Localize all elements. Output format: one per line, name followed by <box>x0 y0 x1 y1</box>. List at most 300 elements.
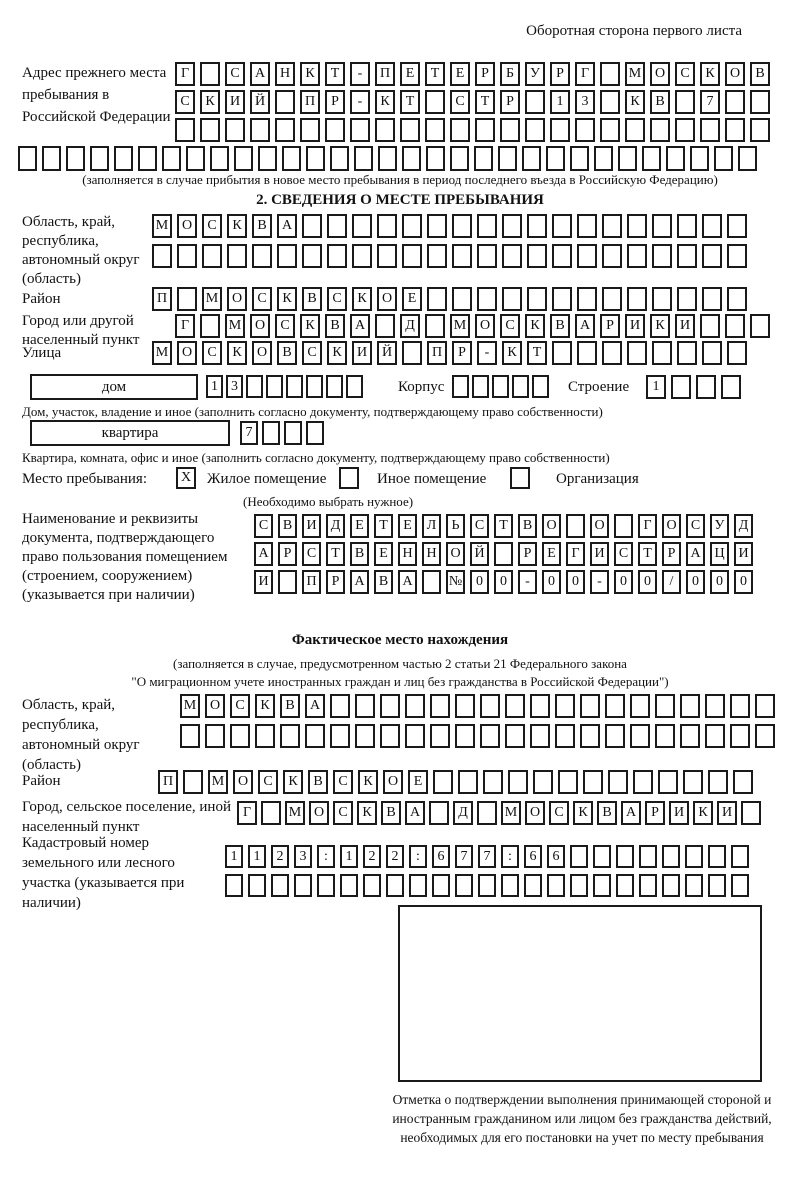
actual-city-label: Город, сельское поселение, иной населенный пункт <box>22 799 231 835</box>
char-box <box>478 874 496 897</box>
char-box: С <box>333 801 353 825</box>
char-box <box>306 375 323 398</box>
char-box <box>602 341 622 365</box>
char-box <box>755 694 775 718</box>
char-box <box>502 214 522 238</box>
stay-option-organization-label: Организация <box>556 471 639 487</box>
char-box: Т <box>425 62 445 86</box>
char-box <box>533 770 553 794</box>
char-box <box>377 214 397 238</box>
char-box <box>671 375 691 399</box>
char-box: С <box>202 341 222 365</box>
char-box <box>286 375 303 398</box>
char-box <box>225 118 245 142</box>
char-box <box>733 770 753 794</box>
char-box: К <box>693 801 713 825</box>
char-box <box>600 62 620 86</box>
char-box <box>627 214 647 238</box>
actual-region-row-1 <box>180 694 775 718</box>
char-box <box>627 287 647 311</box>
char-box <box>386 874 404 897</box>
char-box <box>400 118 420 142</box>
char-box <box>180 724 200 748</box>
char-box: 6 <box>524 845 542 868</box>
char-box: - <box>518 570 537 594</box>
prev-address-row-1 <box>175 62 770 86</box>
char-box: М <box>152 341 172 365</box>
char-box <box>430 724 450 748</box>
char-box: К <box>525 314 545 338</box>
char-box: Ь <box>446 514 465 538</box>
char-box <box>346 375 363 398</box>
char-box <box>66 146 85 171</box>
char-box <box>402 146 421 171</box>
char-box <box>306 146 325 171</box>
char-box <box>750 314 770 338</box>
char-box: 2 <box>271 845 289 868</box>
char-box <box>278 570 297 594</box>
char-box <box>355 724 375 748</box>
char-box: В <box>302 287 322 311</box>
char-box: / <box>662 570 681 594</box>
char-box <box>725 314 745 338</box>
char-box <box>246 375 263 398</box>
char-box: И <box>254 570 273 594</box>
char-box: : <box>409 845 427 868</box>
char-box <box>500 118 520 142</box>
district-label: Район <box>22 291 61 307</box>
char-box <box>730 724 750 748</box>
char-box: Д <box>400 314 420 338</box>
char-box <box>625 118 645 142</box>
char-box: - <box>477 341 497 365</box>
char-box <box>608 770 628 794</box>
char-box: Г <box>237 801 257 825</box>
char-box <box>639 874 657 897</box>
char-box <box>378 146 397 171</box>
char-box <box>477 801 497 825</box>
char-box: Р <box>500 90 520 114</box>
char-box <box>327 244 347 268</box>
char-box: 3 <box>226 375 243 398</box>
char-box: Б <box>500 62 520 86</box>
apartment-note: Квартира, комната, офис и иное (заполнить согласно документу, подтверждающему право собственности) <box>22 450 610 465</box>
char-box: Е <box>398 514 417 538</box>
char-box <box>450 146 469 171</box>
char-box: В <box>325 314 345 338</box>
char-box <box>685 874 703 897</box>
city-row <box>175 314 770 338</box>
char-box: : <box>317 845 335 868</box>
char-box: Т <box>374 514 393 538</box>
char-box <box>266 375 283 398</box>
document-row-2 <box>254 542 753 566</box>
char-box: О <box>662 514 681 538</box>
char-box <box>425 118 445 142</box>
char-box <box>577 214 597 238</box>
char-box: С <box>258 770 278 794</box>
char-box: О <box>725 62 745 86</box>
char-box <box>642 146 661 171</box>
region-row-2 <box>152 244 747 268</box>
char-box <box>600 90 620 114</box>
char-box: И <box>734 542 753 566</box>
stroenie-label: Строение <box>568 379 630 395</box>
char-box: Е <box>542 542 561 566</box>
char-box: Е <box>400 62 420 86</box>
char-box <box>725 90 745 114</box>
char-box <box>577 341 597 365</box>
char-box: Е <box>402 287 422 311</box>
char-box <box>677 244 697 268</box>
char-box: 1 <box>340 845 358 868</box>
char-box <box>450 118 470 142</box>
char-box <box>250 118 270 142</box>
prev-address-row-3 <box>175 118 770 142</box>
char-box <box>477 287 497 311</box>
char-box <box>483 770 503 794</box>
char-box <box>480 724 500 748</box>
char-box <box>680 694 700 718</box>
street-label: Улица <box>22 345 62 361</box>
char-box <box>275 90 295 114</box>
char-box <box>422 570 441 594</box>
char-box <box>327 214 347 238</box>
char-box: К <box>700 62 720 86</box>
char-box: К <box>352 287 372 311</box>
char-box: С <box>252 287 272 311</box>
char-box: К <box>357 801 377 825</box>
char-box: 0 <box>710 570 729 594</box>
char-box <box>546 146 565 171</box>
char-box: 6 <box>547 845 565 868</box>
stay-option-other-checkbox <box>339 467 359 489</box>
char-box <box>138 146 157 171</box>
char-box <box>618 146 637 171</box>
char-box <box>284 421 302 445</box>
char-box <box>430 694 450 718</box>
char-box <box>616 845 634 868</box>
char-box: А <box>398 570 417 594</box>
char-box: И <box>352 341 372 365</box>
char-box: С <box>225 62 245 86</box>
char-box <box>426 146 445 171</box>
char-box <box>552 287 572 311</box>
char-box: 0 <box>542 570 561 594</box>
char-box: - <box>590 570 609 594</box>
char-box: П <box>375 62 395 86</box>
char-box: К <box>502 341 522 365</box>
char-box <box>755 724 775 748</box>
char-box <box>234 146 253 171</box>
char-box <box>530 694 550 718</box>
char-box: 7 <box>455 845 473 868</box>
char-box <box>330 694 350 718</box>
char-box <box>425 90 445 114</box>
char-box: О <box>525 801 545 825</box>
char-box: Р <box>278 542 297 566</box>
char-box <box>662 874 680 897</box>
char-box: А <box>575 314 595 338</box>
actual-district-row <box>158 770 753 794</box>
char-box: С <box>302 542 321 566</box>
char-box <box>409 874 427 897</box>
char-box: А <box>405 801 425 825</box>
char-box <box>633 770 653 794</box>
char-box <box>425 314 445 338</box>
region-label: Область, край, республика, автономный округ (область) <box>22 214 140 287</box>
char-box <box>508 770 528 794</box>
char-box <box>552 341 572 365</box>
house-widebox: дом <box>30 374 198 400</box>
char-box: В <box>650 90 670 114</box>
char-box: А <box>254 542 273 566</box>
char-box: 3 <box>575 90 595 114</box>
korpus-label: Корпус <box>398 379 445 395</box>
char-box: И <box>669 801 689 825</box>
char-box <box>402 244 422 268</box>
char-box <box>352 244 372 268</box>
char-box: О <box>177 214 197 238</box>
char-box: Т <box>638 542 657 566</box>
section2-title: 2. СВЕДЕНИЯ О МЕСТЕ ПРЕБЫВАНИЯ <box>256 192 544 208</box>
char-box: М <box>208 770 228 794</box>
char-box <box>675 90 695 114</box>
prev-address-label: Адрес прежнего места пребывания в Российской Федерации <box>22 65 171 125</box>
char-box <box>494 542 513 566</box>
region-row-1 <box>152 214 747 238</box>
char-box: О <box>205 694 225 718</box>
char-box <box>326 375 343 398</box>
char-box <box>652 341 672 365</box>
char-box: И <box>675 314 695 338</box>
char-box: Е <box>450 62 470 86</box>
char-box: Е <box>374 542 393 566</box>
char-box <box>200 118 220 142</box>
char-box: 7 <box>700 90 720 114</box>
char-box <box>662 845 680 868</box>
char-box <box>505 694 525 718</box>
char-box <box>350 118 370 142</box>
char-box: С <box>175 90 195 114</box>
char-box <box>302 214 322 238</box>
char-box: М <box>180 694 200 718</box>
char-box: 6 <box>432 845 450 868</box>
char-box <box>605 724 625 748</box>
char-box: С <box>275 314 295 338</box>
char-box: С <box>675 62 695 86</box>
char-box <box>708 770 728 794</box>
char-box <box>380 694 400 718</box>
char-box <box>577 287 597 311</box>
char-box <box>627 341 647 365</box>
apartment-widebox: квартира <box>30 420 230 446</box>
char-box <box>555 724 575 748</box>
char-box: Г <box>175 314 195 338</box>
char-box: 1 <box>206 375 223 398</box>
char-box: О <box>233 770 253 794</box>
char-box <box>731 845 749 868</box>
char-box: О <box>377 287 397 311</box>
char-box: М <box>501 801 521 825</box>
char-box: О <box>650 62 670 86</box>
char-box: Н <box>422 542 441 566</box>
char-box <box>593 874 611 897</box>
char-box: С <box>230 694 250 718</box>
char-box <box>175 118 195 142</box>
char-box <box>252 244 272 268</box>
char-box <box>90 146 109 171</box>
char-box <box>455 694 475 718</box>
char-box <box>527 287 547 311</box>
char-box <box>680 724 700 748</box>
char-box: Р <box>325 90 345 114</box>
char-box: В <box>308 770 328 794</box>
char-box: Г <box>175 62 195 86</box>
char-box <box>702 287 722 311</box>
prev-address-note: (заполняется в случае прибытия в новое место пребывания в период последнего въезда в Российскую Федерацию) <box>82 172 718 187</box>
char-box <box>652 244 672 268</box>
char-box: А <box>350 314 370 338</box>
char-box: 1 <box>248 845 266 868</box>
char-box: Т <box>400 90 420 114</box>
actual-location-note-2: "О миграционном учете иностранных граждан и лиц без гражданства в Российской Федерации") <box>131 674 669 689</box>
char-box: О <box>475 314 495 338</box>
document-row-3 <box>254 570 753 594</box>
char-box <box>375 314 395 338</box>
char-box <box>300 118 320 142</box>
char-box: Т <box>475 90 495 114</box>
char-box: О <box>309 801 329 825</box>
char-box <box>262 421 280 445</box>
char-box: Р <box>550 62 570 86</box>
stay-option-organization-checkbox <box>510 467 530 489</box>
char-box <box>708 874 726 897</box>
char-box: Н <box>398 542 417 566</box>
char-box <box>685 845 703 868</box>
char-box: 0 <box>686 570 705 594</box>
char-box: М <box>202 287 222 311</box>
char-box: М <box>225 314 245 338</box>
char-box: М <box>152 214 172 238</box>
char-box <box>455 724 475 748</box>
char-box: М <box>450 314 470 338</box>
char-box <box>708 845 726 868</box>
char-box: К <box>255 694 275 718</box>
char-box <box>427 244 447 268</box>
char-box <box>594 146 613 171</box>
char-box: - <box>350 62 370 86</box>
char-box <box>702 214 722 238</box>
char-box: 7 <box>240 421 258 445</box>
char-box <box>575 118 595 142</box>
char-box <box>492 375 509 398</box>
char-box <box>480 694 500 718</box>
char-box <box>248 874 266 897</box>
char-box: В <box>350 542 369 566</box>
actual-location-title: Фактическое место нахождения <box>291 632 509 648</box>
char-box <box>721 375 741 399</box>
char-box: Р <box>662 542 681 566</box>
char-box <box>630 694 650 718</box>
char-box <box>340 874 358 897</box>
char-box: В <box>252 214 272 238</box>
char-box <box>375 118 395 142</box>
char-box <box>730 694 750 718</box>
char-box <box>405 694 425 718</box>
char-box <box>677 214 697 238</box>
char-box <box>277 244 297 268</box>
stay-type-label: Место пребывания: <box>22 471 147 487</box>
actual-city-row <box>237 801 761 825</box>
char-box <box>552 244 572 268</box>
document-label: Наименование и реквизиты документа, подтверждающего право пользования помещением (строением, сооружением) (указывается при наличии) <box>22 511 228 603</box>
char-box: С <box>333 770 353 794</box>
char-box: - <box>350 90 370 114</box>
char-box: О <box>383 770 403 794</box>
char-box <box>655 724 675 748</box>
char-box: И <box>590 542 609 566</box>
char-box <box>690 146 709 171</box>
char-box: Ц <box>710 542 729 566</box>
char-box: К <box>300 314 320 338</box>
char-box: К <box>625 90 645 114</box>
house-number-row <box>206 375 363 398</box>
stamp-box <box>398 905 762 1082</box>
char-box <box>741 801 761 825</box>
char-box <box>700 118 720 142</box>
char-box <box>477 244 497 268</box>
char-box <box>305 724 325 748</box>
char-box: Т <box>326 542 345 566</box>
document-row-1 <box>254 514 753 538</box>
char-box: В <box>550 314 570 338</box>
street-row <box>152 341 747 365</box>
char-box <box>474 146 493 171</box>
stay-option-residential-checkbox: X <box>176 467 196 489</box>
char-box <box>683 770 703 794</box>
char-box: 1 <box>550 90 570 114</box>
char-box <box>402 214 422 238</box>
char-box <box>655 694 675 718</box>
char-box <box>602 214 622 238</box>
char-box <box>186 146 205 171</box>
char-box <box>702 244 722 268</box>
char-box <box>317 874 335 897</box>
char-box <box>658 770 678 794</box>
char-box <box>677 287 697 311</box>
char-box: А <box>621 801 641 825</box>
char-box <box>555 694 575 718</box>
char-box: А <box>305 694 325 718</box>
char-box <box>696 375 716 399</box>
char-box <box>452 375 469 398</box>
char-box <box>725 118 745 142</box>
char-box: С <box>202 214 222 238</box>
char-box <box>525 118 545 142</box>
char-box <box>258 146 277 171</box>
char-box <box>432 874 450 897</box>
char-box <box>702 341 722 365</box>
char-box <box>524 874 542 897</box>
char-box: П <box>300 90 320 114</box>
char-box <box>477 214 497 238</box>
char-box <box>433 770 453 794</box>
char-box <box>152 244 172 268</box>
char-box <box>600 118 620 142</box>
char-box <box>427 287 447 311</box>
char-box <box>202 244 222 268</box>
